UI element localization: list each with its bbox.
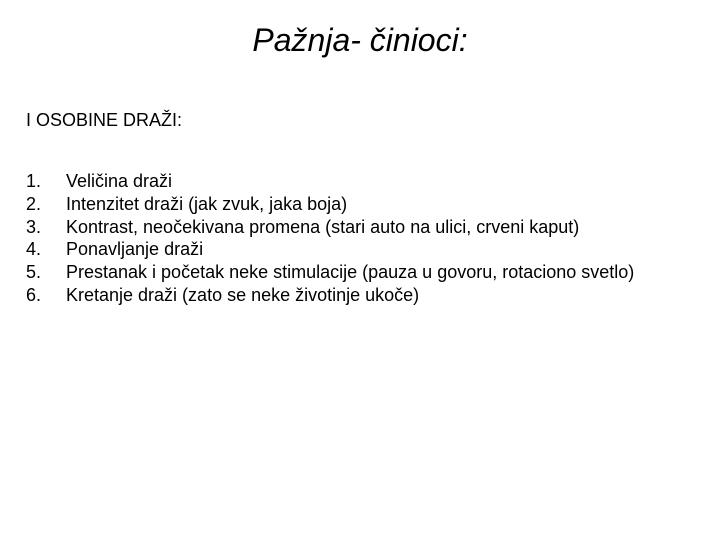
list-item xyxy=(26,238,682,261)
list-item-number: 5. xyxy=(26,262,42,283)
list-item-text: Kontrast, neočekivana promena (stari auto na ulici, crveni kaput) xyxy=(66,216,580,237)
list-item-number: 1. xyxy=(26,171,42,191)
list-item-text: Ponavljanje draži xyxy=(66,239,204,260)
list-item xyxy=(26,261,682,284)
list-item-number: 3. xyxy=(26,216,42,237)
list-item-number: 4. xyxy=(26,239,42,260)
numbered-list xyxy=(26,170,682,307)
section-heading: I OSOBINE DRAŽI: xyxy=(26,110,183,130)
list-item-text: Prestanak i početak neke stimulacije (pauza u govoru, rotaciono svetlo) xyxy=(66,262,635,283)
list-item xyxy=(26,216,682,239)
list-item-number: 2. xyxy=(26,193,42,214)
list-item-text: Kretanje draži (zato se neke životinje ukoče) xyxy=(66,284,420,305)
slide-title: Pažnja- činioci: xyxy=(252,22,468,58)
list-item xyxy=(26,193,682,216)
list-item xyxy=(26,284,682,307)
list-item xyxy=(26,170,682,193)
list-item-text: Intenzitet draži (jak zvuk, jaka boja) xyxy=(66,193,348,214)
list-item-text: Veličina draži xyxy=(66,171,173,191)
list-item-number: 6. xyxy=(26,284,42,305)
